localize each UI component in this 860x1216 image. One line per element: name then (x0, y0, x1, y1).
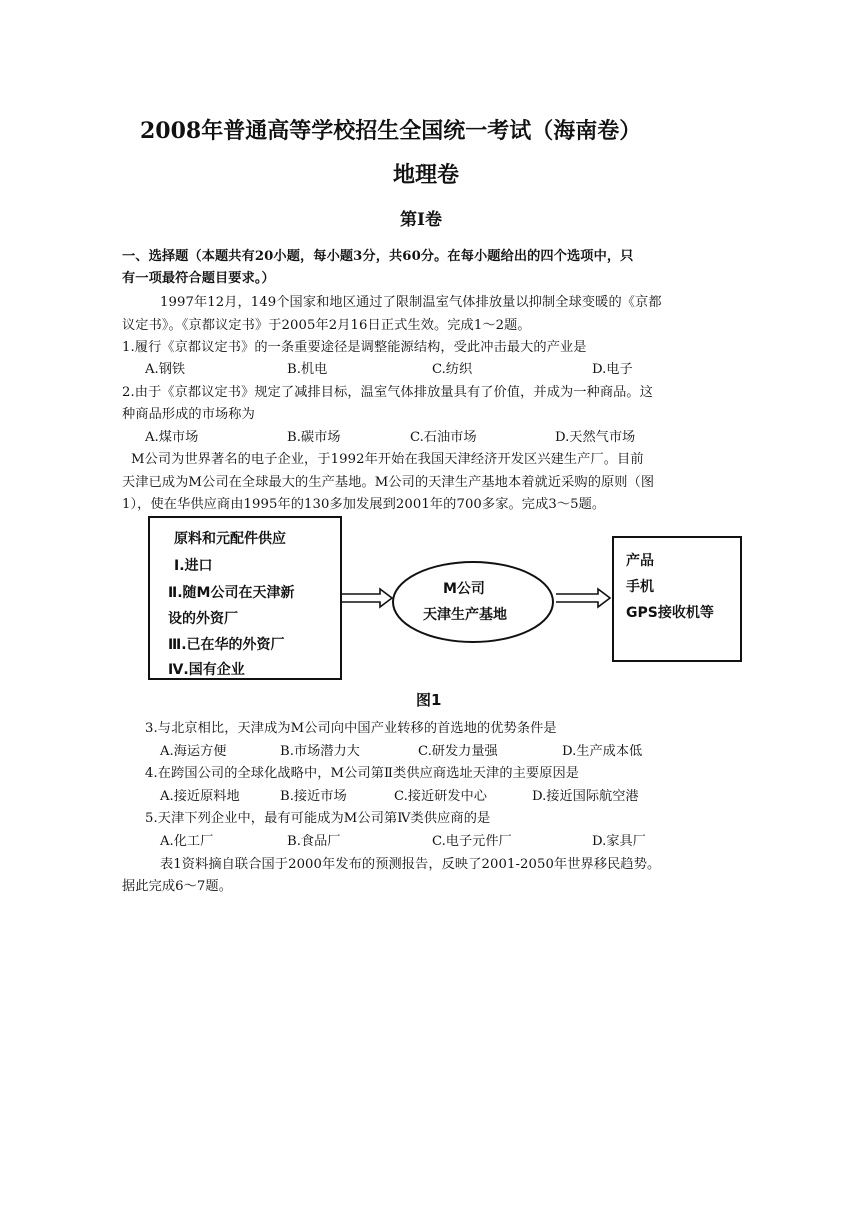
intro1-line2: 议定书》。《京都议定书》于2005年2月16日正式生效。完成1～2题。 (122, 318, 531, 333)
q5-option-a: A.化工厂 (160, 834, 214, 849)
intro2-line3: 1），使在华供应商由1995年的130多加发展到2001年的700多家。完成3～5题。 (122, 497, 606, 512)
q2-option-a: A.煤市场 (145, 430, 199, 445)
q5-option-d: D.家具厂 (592, 834, 646, 849)
q4-option-b: B.接近市场 (280, 789, 347, 804)
q3-option-a: A.海运方便 (160, 744, 227, 759)
intro2-line2: 天津已成为M公司在全球最大的生产基地。M公司的天津生产基地本着就近采购的原则（图 (122, 475, 655, 490)
page-subtitle: 地理卷 (393, 162, 460, 188)
volume-heading: 第Ⅰ卷 (400, 210, 442, 230)
q1-stem: 1.履行《京都议定书》的一条重要途径是调整能源结构，受此冲击最大的产业是 (122, 340, 587, 355)
q2-option-b: B.碳市场 (287, 430, 341, 445)
q3-option-b: B.市场潜力大 (280, 744, 360, 759)
section-heading-line2: 有一项最符合题目要求。） (122, 271, 275, 286)
page-title: 2008年普通高等学校招生全国统一考试（海南卷） (140, 118, 642, 144)
supply-item-2: Ⅱ.随M公司在天津新 (168, 585, 295, 601)
product-line-3: GPS接收机等 (626, 605, 714, 621)
q1-option-d: D.电子 (592, 362, 633, 377)
q1-option-b: B.机电 (287, 362, 328, 377)
intro3-line2: 据此完成6～7题。 (122, 879, 232, 894)
arrow-supply-to-center-icon (342, 589, 392, 607)
q2-option-c: C.石油市场 (410, 430, 477, 445)
product-line-1: 产品 (626, 553, 654, 569)
arrow-center-to-product-icon (556, 589, 610, 607)
q5-option-b: B.食品厂 (287, 834, 341, 849)
product-box (612, 536, 742, 662)
center-label-1: M公司 (443, 581, 485, 597)
q1-option-a: A.钢铁 (145, 362, 186, 377)
q4-stem: 4.在跨国公司的全球化战略中，M公司第Ⅱ类供应商选址天津的主要原因是 (145, 766, 580, 781)
q2-stem-line2: 种商品形成的市场称为 (122, 407, 255, 422)
q3-option-d: D.生产成本低 (562, 744, 643, 759)
q5-stem: 5.天津下列企业中，最有可能成为M公司第Ⅳ类供应商的是 (145, 811, 491, 826)
q2-stem-line1: 2.由于《京都议定书》规定了减排目标，温室气体排放量具有了价值，并成为一种商品。这 (122, 385, 653, 400)
supply-item-2-cont: 设的外资厂 (168, 611, 238, 627)
intro3-line1: 表1资料摘自联合国于2000年发布的预测报告，反映了2001-2050年世界移民趋势。 (160, 857, 661, 872)
section-heading-line1: 一、选择题（本题共有20小题，每小题3分，共60分。在每小题给出的四个选项中，只 (122, 249, 634, 264)
figure-1-diagram (140, 512, 740, 712)
q1-option-c: C.纺织 (432, 362, 473, 377)
intro2-line1: M公司为世界著名的电子企业，于1992年开始在我国天津经济开发区兴建生产厂。目前 (131, 452, 644, 467)
q4-option-c: C.接近研发中心 (394, 789, 487, 804)
supply-item-3: Ⅲ.已在华的外资厂 (168, 637, 285, 653)
supply-title: 原料和元配件供应 (174, 531, 286, 547)
q4-option-a: A.接近原料地 (160, 789, 240, 804)
supply-item-1: Ⅰ.进口 (174, 558, 213, 574)
q4-option-d: D.接近国际航空港 (532, 789, 639, 804)
intro1-line1: 1997年12月，149个国家和地区通过了限制温室气体排放量以抑制全球变暖的《京都 (160, 295, 662, 310)
q3-option-c: C.研发力量强 (418, 744, 498, 759)
q5-option-c: C.电子元件厂 (432, 834, 512, 849)
center-label-2: 天津生产基地 (423, 607, 507, 623)
product-line-2: 手机 (626, 579, 654, 595)
supply-item-4: Ⅳ.国有企业 (168, 662, 245, 678)
center-ellipse (393, 562, 553, 642)
figure-caption: 图1 (416, 691, 442, 709)
q2-option-d: D.天然气市场 (555, 430, 636, 445)
q3-stem: 3.与北京相比，天津成为M公司向中国产业转移的首选地的优势条件是 (145, 721, 557, 736)
